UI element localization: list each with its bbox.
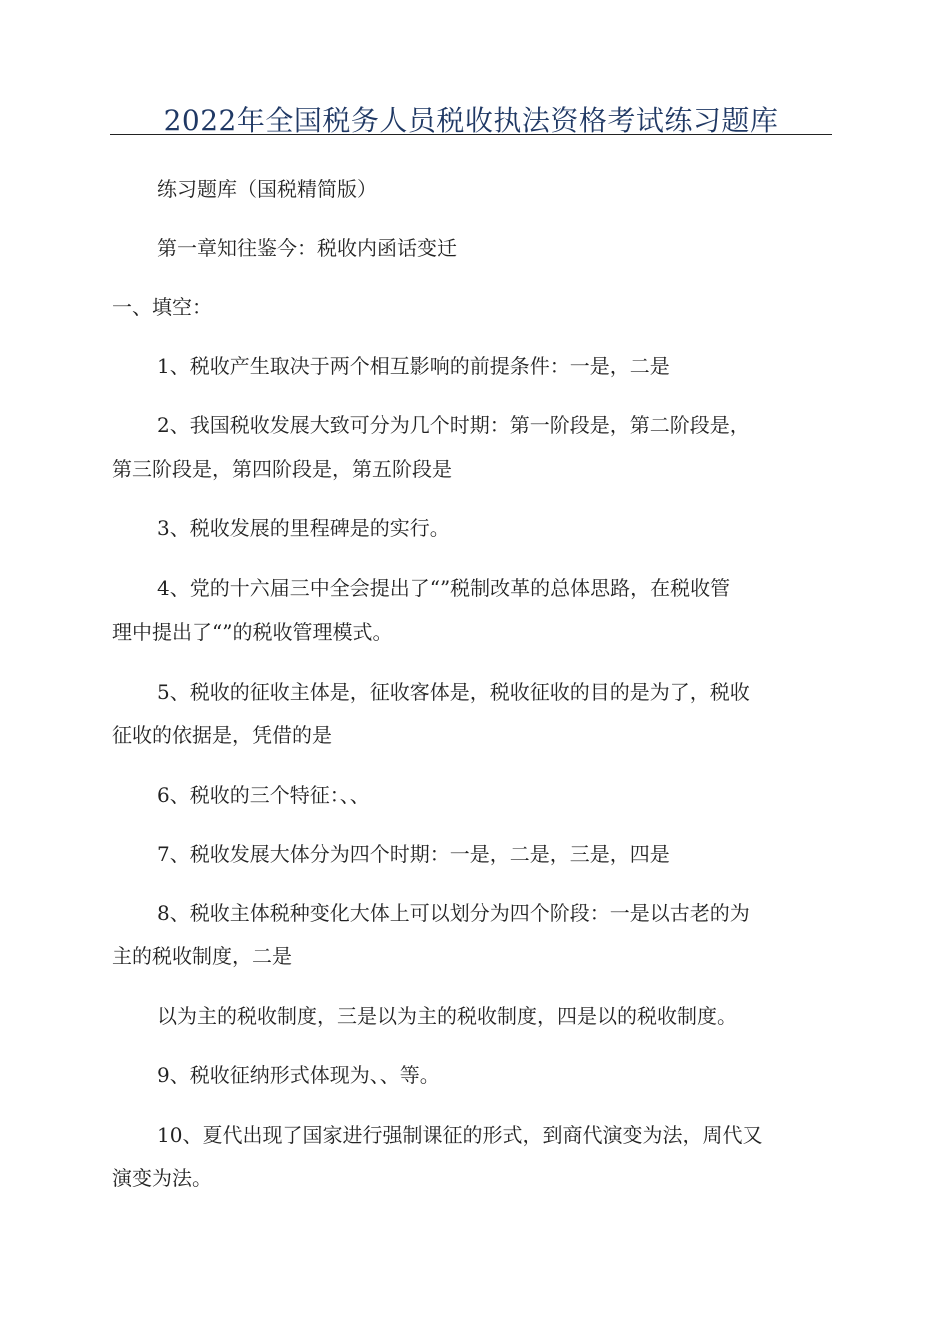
question-5-line-2: 征收的依据是，凭借的是 <box>112 723 332 747</box>
question-7: 7、税收发展大体分为四个时期：一是，二是，三是，四是 <box>157 842 670 866</box>
question-1: 1、税收产生取决于两个相互影响的前提条件：一是，二是 <box>157 354 670 378</box>
question-10-line-1: 10、夏代出现了国家进行强制课征的形式，到商代演变为法，周代又 <box>157 1123 763 1147</box>
question-8-line-3: 以为主的税收制度，三是以为主的税收制度，四是以的税收制度。 <box>157 1004 737 1028</box>
document-title: 2022年全国税务人员税收执法资格考试练习题库 <box>163 104 779 137</box>
title-underline <box>110 134 832 135</box>
question-6: 6、税收的三个特征：、、 <box>157 783 370 807</box>
subtitle: 练习题库（国税精简版） <box>157 177 377 201</box>
chapter-heading: 第一章知往鉴今：税收内函话变迁 <box>157 236 457 260</box>
question-2-line-1: 2、我国税收发展大致可分为几个时期：第一阶段是，第二阶段是， <box>157 413 750 437</box>
question-4-line-1: 4、党的十六届三中全会提出了“”税制改革的总体思路，在税收管 <box>157 576 731 600</box>
question-4-line-2: 理中提出了“”的税收管理模式。 <box>112 620 393 644</box>
question-9: 9、税收征纳形式体现为、、等。 <box>157 1063 440 1087</box>
question-8-line-2: 主的税收制度，二是 <box>112 944 292 968</box>
section-heading: 一、填空： <box>112 295 212 319</box>
question-3: 3、税收发展的里程碑是的实行。 <box>157 516 450 540</box>
question-10-line-2: 演变为法。 <box>112 1166 212 1190</box>
question-8-line-1: 8、税收主体税种变化大体上可以划分为四个阶段：一是以古老的为 <box>157 901 750 925</box>
question-5-line-1: 5、税收的征收主体是，征收客体是，税收征收的目的是为了，税收 <box>157 680 750 704</box>
question-2-line-2: 第三阶段是，第四阶段是，第五阶段是 <box>112 457 452 481</box>
